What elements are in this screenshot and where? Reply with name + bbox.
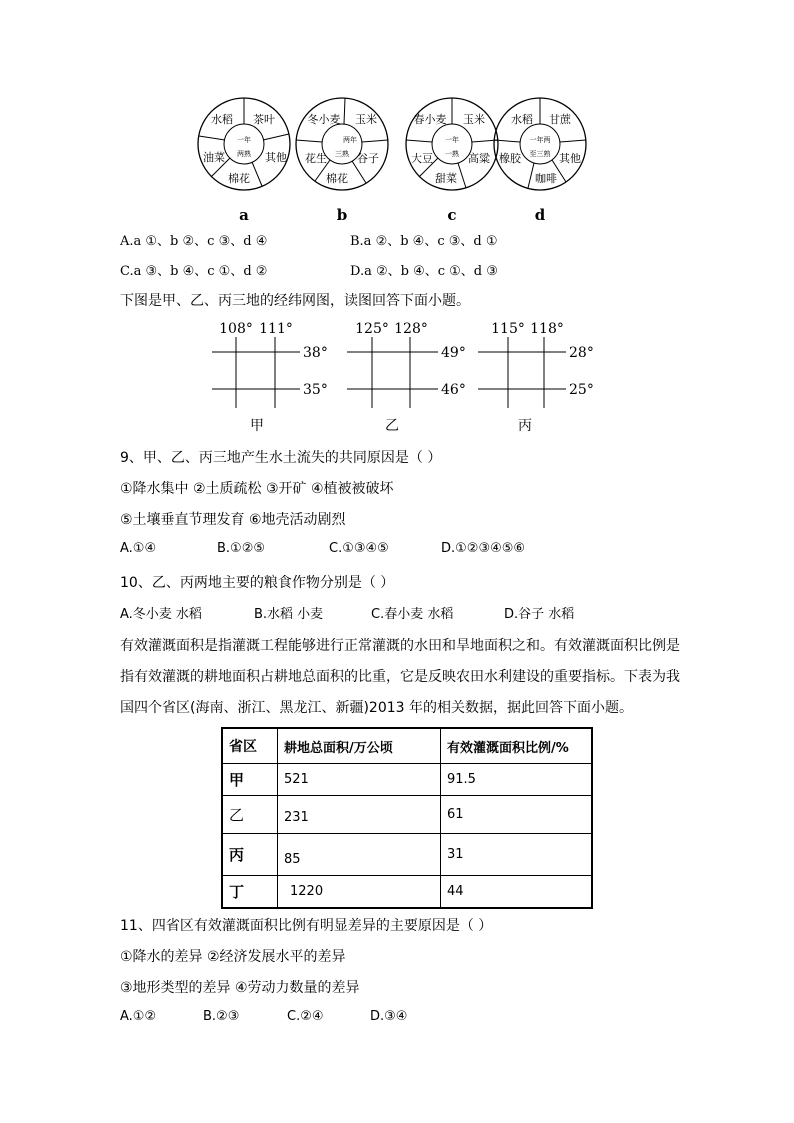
- table-header-area: 耕地总面积/万公顷: [278, 728, 441, 764]
- q10-option-c: C.春小麦 水稻: [371, 607, 454, 622]
- table-cell-province: 乙: [222, 796, 278, 834]
- table-cell-ratio: 44: [441, 876, 593, 909]
- q10-option-a: A.冬小麦 水稻: [120, 607, 202, 622]
- pie-a-letter: a: [239, 206, 249, 224]
- pie-b-sector-1: 玉米: [355, 113, 377, 126]
- table-row: [222, 796, 592, 834]
- q9-line2: ⑤土壤垂直节理发育 ⑥地壳活动剧烈: [120, 512, 346, 528]
- pie-a-sector-2: 其他: [265, 151, 287, 164]
- q9-option-b: B.①②⑤: [217, 541, 266, 556]
- grid-intro: 下图是甲、乙、丙三地的经纬网图，读图回答下面小题。: [120, 293, 470, 309]
- q11-stem: 11、四省区有效灌溉面积比例有明显差异的主要原因是（ ）: [120, 918, 493, 934]
- pie-d-sector-3: 咖啡: [535, 172, 557, 185]
- pie-d-letter: d: [534, 206, 546, 224]
- grid-yi-name: 乙: [385, 418, 399, 434]
- pie-d-sector-2: 其他: [559, 152, 581, 165]
- pie-b-center-0: 两年: [343, 136, 357, 144]
- pie-c-sector-1: 玉米: [463, 113, 485, 126]
- q9-option-d: D.①②③④⑤⑥: [441, 541, 526, 556]
- table-cell-area: 521: [278, 764, 441, 796]
- grid-yi-lon1: 125°: [355, 321, 389, 337]
- pie-c-center-1: 一熟: [445, 150, 459, 158]
- pie-b: [296, 98, 388, 190]
- table-cell-province: 丁: [222, 876, 278, 909]
- pie-b-sector-0: 冬小麦: [307, 113, 341, 126]
- grid-jia-lon2: 111°: [259, 321, 293, 337]
- q9-option-c: C.①③④⑤: [329, 541, 389, 556]
- table-cell-area: 85: [278, 834, 441, 876]
- grid-yi-lon2: 128°: [394, 321, 428, 337]
- q9-line1: ①降水集中 ②土质疏松 ③开矿 ④植被被破坏: [120, 481, 394, 497]
- grid-bing-name: 丙: [518, 418, 532, 434]
- grid-bing-lat2: 25°: [569, 382, 594, 398]
- grid-jia-lat1: 38°: [303, 345, 328, 361]
- grid-yi-lat2: 46°: [441, 382, 466, 398]
- table-cell-ratio: 31: [441, 834, 593, 876]
- intro-para-line3: 国四个省区(海南、浙江、黑龙江、新疆)2013 年的相关数据，据此回答下面小题。: [120, 700, 634, 716]
- table-header-ratio: 有效灌溉面积比例/%: [441, 728, 593, 764]
- table-cell-province: 甲: [222, 764, 278, 796]
- q8-option-d: D.a ②、b ④、c ①、d ③: [350, 264, 498, 279]
- grid-jia-name: 甲: [250, 418, 264, 434]
- q8-option-a: A.a ①、b ②、c ③、d ④: [120, 234, 268, 249]
- pie-c-sector-2: 高粱: [468, 152, 490, 165]
- q11-option-a: A.①②: [120, 1009, 157, 1024]
- grid-jia-lon1: 108°: [219, 321, 253, 337]
- grid-jia-lat2: 35°: [303, 382, 328, 398]
- table-row: [222, 764, 592, 796]
- pie-b-sector-3: 棉花: [326, 172, 348, 185]
- q11-option-c: C.②④: [287, 1009, 324, 1024]
- pie-d-sector-4: 橡胶: [499, 152, 521, 165]
- grid-bing-lon1: 115°: [491, 321, 525, 337]
- table-row: [222, 834, 592, 876]
- pie-d-sector-0: 水稻: [511, 113, 533, 126]
- pie-a-sector-0: 水稻: [211, 113, 233, 126]
- pie-a-sector-1: 茶叶: [253, 113, 275, 126]
- pie-b-sector-2: 谷子: [357, 152, 379, 165]
- pie-a-center-1: 两熟: [237, 150, 251, 158]
- pie-a-sector-3: 棉花: [228, 172, 250, 185]
- q11-line2: ③地形类型的差异 ④劳动力数量的差异: [120, 980, 360, 996]
- intro-para-line2: 指有效灌溉的耕地面积占耕地总面积的比重，它是反映农田水利建设的重要指标。下表为我: [120, 669, 680, 685]
- pie-c-center-0: 一年: [445, 136, 459, 144]
- q8-option-b: B.a ②、b ④、c ③、d ①: [350, 234, 498, 249]
- table-row: [222, 876, 592, 909]
- pie-d-center-0: 一年两: [529, 136, 551, 144]
- grid-yi-lat1: 49°: [441, 345, 466, 361]
- q9-option-a: A.①④: [120, 541, 157, 556]
- table-header-row: [222, 728, 592, 764]
- table-cell-area: 1220: [278, 876, 441, 909]
- grid-yi: [347, 321, 466, 434]
- pie-b-center-1: 三熟: [335, 150, 349, 158]
- q8-option-c: C.a ③、b ④、c ①、d ②: [120, 264, 268, 279]
- table-cell-ratio: 91.5: [441, 764, 593, 796]
- pie-c-letter: c: [447, 206, 457, 224]
- grid-bing: [478, 321, 594, 434]
- pie-a-center-0: 一年: [237, 136, 251, 144]
- q11-line1: ①降水的差异 ②经济发展水平的差异: [120, 949, 346, 965]
- irrigation-table: [221, 727, 593, 909]
- table-cell-province: 丙: [222, 834, 278, 876]
- table-cell-area: 231: [278, 796, 441, 834]
- q10-stem: 10、乙、丙两地主要的粮食作物分别是（ ）: [120, 575, 395, 591]
- q9-stem: 9、甲、乙、丙三地产生水土流失的共同原因是（ ）: [120, 450, 442, 466]
- table-cell-ratio: 61: [441, 796, 593, 834]
- pie-c-sector-3: 甜菜: [435, 172, 457, 185]
- crop-rotation-diagrams: [0, 0, 794, 230]
- intro-para-line1: 有效灌溉面积是指灌溉工程能够进行正常灌溉的水田和旱地面积之和。有效灌溉面积比例是: [120, 638, 680, 654]
- q10-option-b: B.水稻 小麦: [254, 607, 324, 622]
- latlong-grids: [0, 310, 794, 440]
- pie-d: [494, 98, 586, 190]
- pie-a-sector-4: 油菜: [203, 151, 225, 164]
- q11-option-d: D.③④: [370, 1009, 408, 1024]
- table-header-province: 省区: [222, 728, 278, 764]
- pie-b-letter: b: [336, 206, 348, 224]
- grid-jia: [212, 321, 328, 434]
- grid-bing-lon2: 118°: [530, 321, 564, 337]
- pie-b-sector-4: 花生: [305, 152, 327, 165]
- grid-bing-lat1: 28°: [569, 345, 594, 361]
- pie-c-sector-0: 春小麦: [413, 113, 447, 126]
- q10-option-d: D.谷子 水稻: [504, 607, 575, 622]
- pie-d-sector-1: 甘蔗: [549, 113, 571, 126]
- pie-c-sector-4: 大豆: [411, 152, 433, 165]
- pie-d-center-1: 至三熟: [529, 150, 551, 158]
- pie-c: [406, 98, 498, 190]
- q11-option-b: B.②③: [203, 1009, 240, 1024]
- pie-a: [198, 98, 290, 190]
